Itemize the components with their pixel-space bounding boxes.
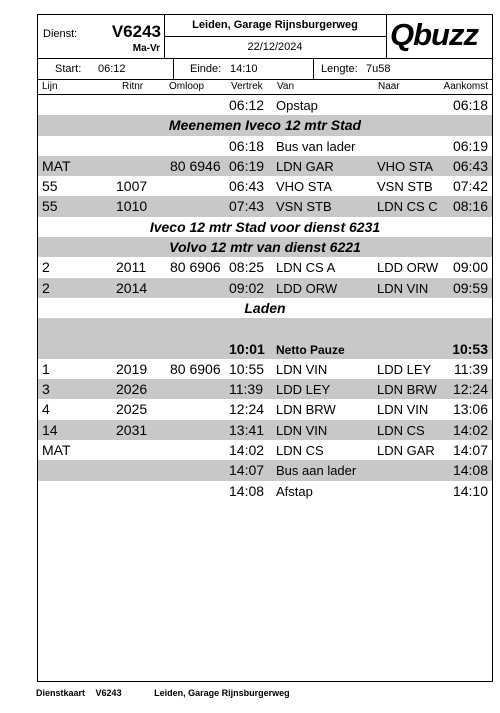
cell-ritnr: 2014	[116, 279, 148, 296]
cell-naar: VSN STB	[377, 179, 433, 195]
table-row	[38, 379, 492, 399]
cell-ritnr: 2019	[116, 360, 148, 377]
cell-aankomst: 10:53	[452, 340, 488, 357]
table-row	[38, 156, 492, 176]
cell-lijn: 2	[42, 259, 50, 276]
cell-lijn: 4	[42, 401, 50, 418]
cell-aankomst: 14:10	[452, 482, 488, 499]
cell-ritnr: 2025	[116, 401, 148, 418]
trip-rows	[38, 95, 492, 501]
cell-naar: LDN BRW	[377, 382, 437, 398]
cell-naar: LDD ORW	[377, 260, 439, 276]
col-van: Van	[277, 81, 295, 92]
cell-vertrek: 09:02	[229, 279, 265, 296]
times-strip	[38, 59, 492, 80]
cell-naar: VHO STA	[377, 158, 434, 174]
start-value: 06:12	[98, 63, 126, 75]
cell-vertrek: 10:01	[229, 340, 265, 357]
cell-naar: LDN GAR	[377, 443, 435, 459]
table-row	[38, 257, 492, 277]
cell-aankomst: 06:18	[452, 97, 488, 113]
cell-vertrek: 14:08	[229, 482, 265, 499]
cell-van: LDN CS A	[276, 260, 336, 276]
cell-van: LDN BRW	[276, 402, 336, 418]
table-row	[38, 440, 492, 460]
cell-van: LDD ORW	[276, 280, 338, 296]
cell-van: LDN CS	[276, 443, 324, 459]
table-row	[38, 136, 492, 156]
cell-lijn: 14	[42, 421, 58, 438]
dienst-label: Dienst:	[43, 28, 78, 40]
table-row	[38, 399, 492, 419]
cell-van: Afstap	[276, 483, 313, 499]
cell-lijn: 55	[42, 178, 58, 195]
cell-vertrek: 13:41	[229, 421, 265, 438]
cell-vertrek: 07:43	[229, 198, 265, 215]
cell-van: Bus van lader	[276, 138, 356, 154]
dienst-cell	[38, 15, 165, 58]
table-row	[38, 196, 492, 216]
cell-aankomst: 14:07	[452, 442, 488, 459]
cell-aankomst: 11:39	[454, 360, 488, 377]
qbuzz-logo: Qbuzz	[390, 17, 478, 52]
cell-aankomst: 08:16	[452, 198, 488, 215]
table-row	[38, 95, 492, 115]
section-title-row	[38, 217, 492, 237]
cell-aankomst: 14:02	[452, 421, 488, 438]
column-headers	[38, 80, 492, 95]
cell-ritnr: 2031	[116, 421, 148, 438]
cell-van: LDN VIN	[276, 361, 328, 377]
cell-lijn: 1	[42, 360, 50, 377]
einde-cell	[173, 59, 314, 79]
cell-omloop: 80 6946	[170, 157, 221, 174]
cell-ritnr: 2026	[116, 381, 148, 398]
einde-label: Einde:	[190, 63, 222, 75]
cell-naar: LDN VIN	[377, 402, 429, 418]
col-ritnr: Ritnr	[122, 81, 144, 92]
service-date: 22/12/2024	[247, 41, 303, 53]
page-footer	[36, 688, 298, 698]
cell-vertrek: 06:12	[229, 97, 265, 113]
cell-vertrek: 14:07	[229, 462, 265, 479]
cell-vertrek: 11:39	[229, 381, 263, 398]
location-cell	[164, 15, 387, 58]
cell-naar: LDN CS C	[377, 199, 438, 215]
table-row	[38, 420, 492, 440]
day-type: Ma-Vr	[132, 43, 160, 54]
cell-lijn: 55	[42, 198, 58, 215]
dienst-number: V6243	[111, 22, 161, 41]
cell-naar: LDN VIN	[377, 280, 429, 296]
cell-ritnr: 1010	[116, 198, 148, 215]
cell-omloop: 80 6906	[170, 259, 221, 276]
cell-van: Bus aan lader	[276, 463, 357, 479]
einde-value: 14:10	[230, 63, 258, 75]
cell-aankomst: 14:08	[452, 462, 488, 479]
cell-aankomst: 12:24	[452, 381, 488, 398]
cell-naar: LDN CS	[377, 422, 425, 438]
cell-vertrek: 12:24	[229, 401, 265, 418]
section-title: Meenemen Iveco 12 mtr Stad	[168, 117, 362, 134]
section-title-row	[38, 237, 492, 257]
location-name: Leiden, Garage Rijnsburgerweg	[164, 15, 386, 37]
cell-vertrek: 06:19	[229, 157, 265, 174]
lengte-value: 7u58	[366, 63, 391, 75]
cell-van: Opstap	[276, 98, 318, 113]
section-title: Laden	[244, 299, 286, 316]
cell-vertrek: 06:18	[229, 137, 265, 154]
table-row	[38, 278, 492, 298]
service-card	[37, 14, 493, 682]
cell-omloop: 80 6906	[170, 360, 221, 377]
col-naar: Naar	[378, 81, 400, 92]
cell-aankomst: 13:06	[452, 401, 488, 418]
section-title: Iveco 12 mtr Stad voor dienst 6231	[149, 218, 381, 235]
footer-label: Dienstkaart	[36, 688, 86, 698]
lengte-cell	[313, 59, 492, 79]
cell-vertrek: 08:25	[229, 259, 265, 276]
table-row	[38, 359, 492, 379]
cell-aankomst: 09:59	[452, 279, 488, 296]
start-label: Start:	[55, 63, 82, 75]
cell-van: LDD LEY	[276, 382, 331, 398]
cell-lijn: 2	[42, 279, 50, 296]
table-row	[38, 339, 492, 359]
start-cell	[38, 59, 174, 79]
cell-lijn: MAT	[42, 442, 71, 459]
table-row	[38, 176, 492, 196]
cell-van: LDN GAR	[276, 158, 334, 174]
section-title: Volvo 12 mtr van dienst 6221	[169, 239, 361, 256]
cell-van: VHO STA	[276, 179, 333, 195]
card-header	[38, 15, 492, 59]
cell-ritnr: 2011	[116, 259, 147, 276]
col-vertrek: Vertrek	[231, 81, 263, 92]
footer-dienst-nr: V6243	[95, 688, 122, 698]
lengte-label: Lengte:	[321, 63, 358, 75]
section-title-row	[38, 115, 492, 135]
col-lijn: Lijn	[42, 81, 58, 92]
cell-naar: LDD LEY	[377, 361, 432, 377]
col-omloop: Omloop	[169, 81, 205, 92]
cell-van: LDN VIN	[276, 422, 328, 438]
cell-van: Netto Pauze	[276, 342, 345, 357]
cell-vertrek: 06:43	[229, 178, 265, 195]
cell-vertrek: 14:02	[229, 442, 265, 459]
table-row	[38, 318, 492, 338]
cell-aankomst: 07:42	[452, 178, 488, 195]
cell-van: VSN STB	[276, 199, 332, 215]
cell-aankomst: 09:00	[452, 259, 488, 276]
section-title-row	[38, 298, 492, 318]
footer-location: Leiden, Garage Rijnsburgerweg	[154, 688, 290, 698]
cell-vertrek: 10:55	[229, 360, 265, 377]
cell-lijn: MAT	[42, 157, 71, 174]
table-row	[38, 481, 492, 501]
cell-ritnr: 1007	[116, 178, 148, 195]
cell-aankomst: 06:19	[452, 137, 488, 154]
col-aankomst: Aankomst	[443, 81, 488, 92]
cell-aankomst: 06:43	[452, 157, 488, 174]
table-row	[38, 460, 492, 480]
cell-lijn: 3	[42, 381, 50, 398]
